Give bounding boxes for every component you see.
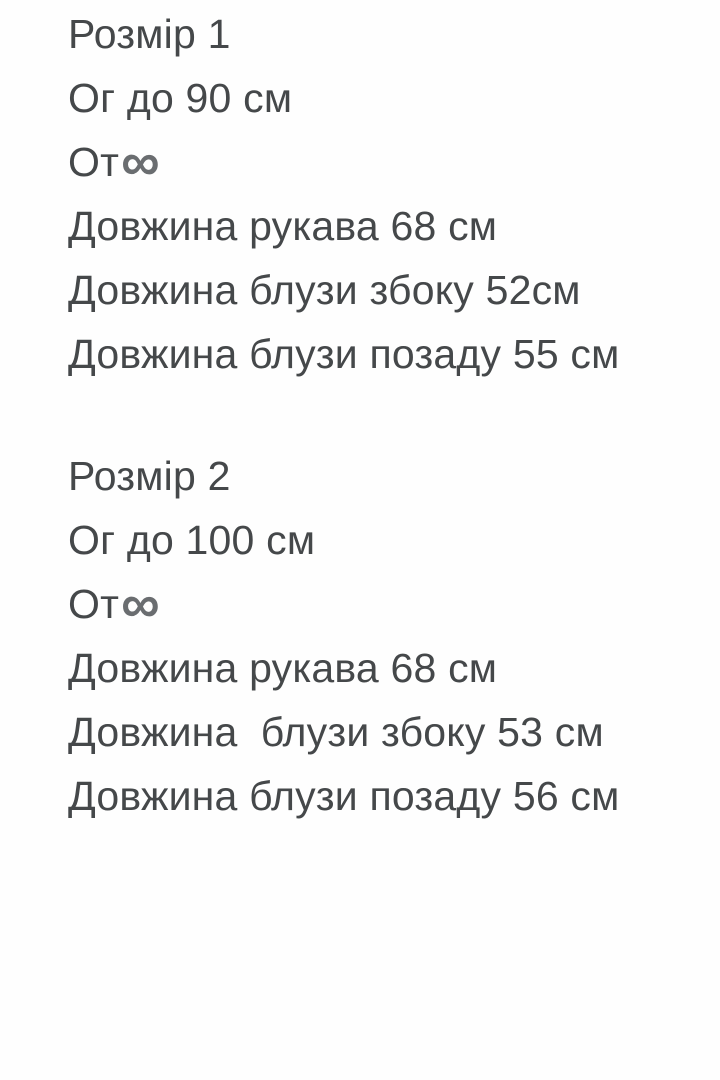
size-1-chest-measurement: Ог до 90 см <box>68 75 293 121</box>
size-1-blouse-side-length: Довжина блузи збоку 52см <box>68 267 581 313</box>
size-2-section <box>68 444 700 828</box>
size-2-waist-measurement <box>68 572 700 636</box>
infinity-icon: ∞ <box>121 573 160 634</box>
size-1-blouse-back-length: Довжина блузи позаду 55 см <box>68 331 620 377</box>
size-2-blouse-back-length: Довжина блузи позаду 56 см <box>68 773 620 819</box>
waist-label: От <box>68 139 120 185</box>
size-1-sleeve-length: Довжина рукава 68 см <box>68 203 498 249</box>
size-1-title: Розмір 1 <box>68 11 231 57</box>
size-2-sleeve-length: Довжина рукава 68 см <box>68 645 498 691</box>
size-2-title: Розмір 2 <box>68 453 231 499</box>
size-1-waist-measurement <box>68 130 700 194</box>
infinity-icon: ∞ <box>121 131 160 192</box>
size-2-chest-measurement: Ог до 100 см <box>68 517 316 563</box>
size-1-section <box>68 2 700 386</box>
size-2-blouse-side-length: Довжина блузи збоку 53 см <box>68 709 604 755</box>
waist-label: От <box>68 581 120 627</box>
